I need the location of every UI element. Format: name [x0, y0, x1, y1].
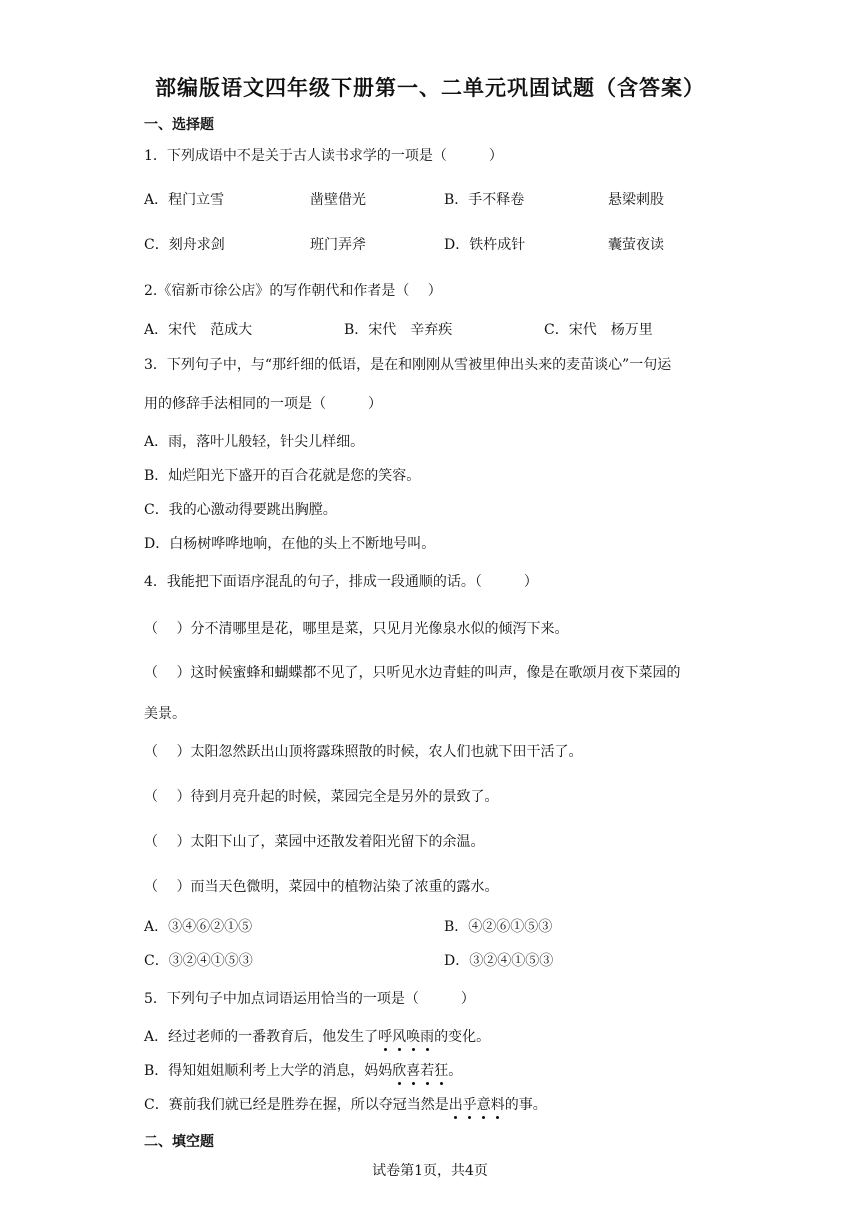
dotted-char: 若	[420, 1063, 435, 1079]
q5-option-a-text: A．经过老师的一番教育后，他发生了	[144, 1029, 379, 1045]
q3-option-c: C．我的心激动得要跳出胸膛。	[144, 502, 337, 518]
q3-option-d: D．白杨树哗哗地响，在他的头上不断地号叫。	[144, 536, 436, 552]
q2-option-c: C．宋代 杨万里	[544, 322, 653, 338]
dotted-char: 喜	[406, 1063, 421, 1079]
document-title: 部编版语文四年级下册第一、二单元巩固试题（含答案）	[155, 76, 705, 100]
q1-option-a-idiom: 凿壁借光	[310, 192, 366, 208]
q1-option-b-idiom: 悬梁刺股	[608, 192, 664, 208]
question-3-stem-line2: 用的修辞手法相同的一项是（ ）	[144, 396, 382, 412]
question-5-stem: 5．下列句子中加点词语运用恰当的一项是（ ）	[144, 991, 475, 1007]
dotted-char: 意	[476, 1097, 491, 1113]
q1-option-c: C．刻舟求剑	[144, 237, 225, 253]
q5-option-b	[144, 1061, 462, 1081]
dotted-char: 狂	[434, 1063, 449, 1079]
dotted-char: 唤	[406, 1029, 421, 1045]
section-heading-choice: 一、选择题	[144, 117, 214, 133]
q4-option-c: C．③②④①⑤③	[144, 953, 253, 969]
q4-option-d: D．③②④①⑤③	[444, 953, 554, 969]
question-4-stem: 4．我能把下面语序混乱的句子，排成一段通顺的话。（ ）	[144, 574, 538, 590]
q5-option-b-text: B．得知姐姐顺利考上大学的消息，妈妈	[144, 1063, 393, 1079]
q3-option-a: A．雨，落叶儿般轻，针尖儿样细。	[144, 434, 365, 450]
q2-option-b: B．宋代 辛弃疾	[344, 322, 453, 338]
q4-sentence-3: （ ）太阳忽然跃出山顶将露珠照散的时候，农人们也就下田干活了。	[144, 744, 583, 760]
q4-sentence-5: （ ）太阳下山了，菜园中还散发着阳光留下的余温。	[144, 834, 485, 850]
q5-option-b-tail: 。	[448, 1063, 463, 1079]
dotted-char: 风	[392, 1029, 407, 1045]
q1-option-d: D．铁杵成针	[444, 237, 526, 253]
q1-option-b: B．手不释卷	[444, 192, 525, 208]
q4-sentence-2-cont: 美景。	[144, 706, 186, 722]
q5-option-c	[144, 1095, 547, 1115]
q4-option-b: B．④②⑥①⑤③	[444, 919, 553, 935]
q2-option-a: A．宋代 范成大	[144, 322, 253, 338]
q1-option-c-idiom: 班门弄斧	[310, 237, 366, 253]
dotted-char: 料	[490, 1097, 505, 1113]
q5-option-c-tail: 的事。	[504, 1097, 547, 1113]
question-3-stem-line1: 3．下列句子中，与“那纤细的低语，是在和刚刚从雪被里伸出头来的麦苗谈心”一句运	[144, 357, 672, 373]
q4-option-a: A．③④⑥②①⑤	[144, 919, 253, 935]
page-footer: 试卷第1页，共4页	[372, 1163, 488, 1179]
q3-option-b: B．灿烂阳光下盛开的百合花就是您的笑容。	[144, 468, 421, 484]
section-heading-fill: 二、填空题	[144, 1134, 214, 1150]
q5-option-a-tail: 的变化。	[434, 1029, 491, 1045]
dotted-char: 呼	[378, 1029, 393, 1045]
question-1-stem: 1．下列成语中不是关于古人读书求学的一项是（ ）	[144, 148, 503, 164]
q1-option-d-idiom: 囊萤夜读	[608, 237, 664, 253]
q1-option-a: A．程门立雪	[144, 192, 225, 208]
q4-sentence-1: （ ）分不清哪里是花，哪里是菜，只见月光像泉水似的倾泻下来。	[144, 621, 569, 637]
dotted-char: 雨	[420, 1029, 435, 1045]
q5-option-c-text: C．赛前我们就已经是胜券在握，所以夺冠当然是	[144, 1097, 449, 1113]
q4-sentence-2: （ ）这时候蜜蜂和蝴蝶都不见了，只听见水边青蛙的叫声，像是在歌颂月夜下菜园的	[144, 665, 681, 681]
q4-sentence-6: （ ）而当天色微明，菜园中的植物沾染了浓重的露水。	[144, 879, 499, 895]
dotted-char: 乎	[462, 1097, 477, 1113]
q5-option-a	[144, 1027, 490, 1047]
dotted-char: 欣	[392, 1063, 407, 1079]
q4-sentence-4: （ ）待到月亮升起的时候，菜园完全是另外的景致了。	[144, 789, 499, 805]
dotted-char: 出	[448, 1097, 463, 1113]
question-2-stem: 2.《宿新市徐公店》的写作朝代和作者是（ ）	[144, 283, 442, 299]
